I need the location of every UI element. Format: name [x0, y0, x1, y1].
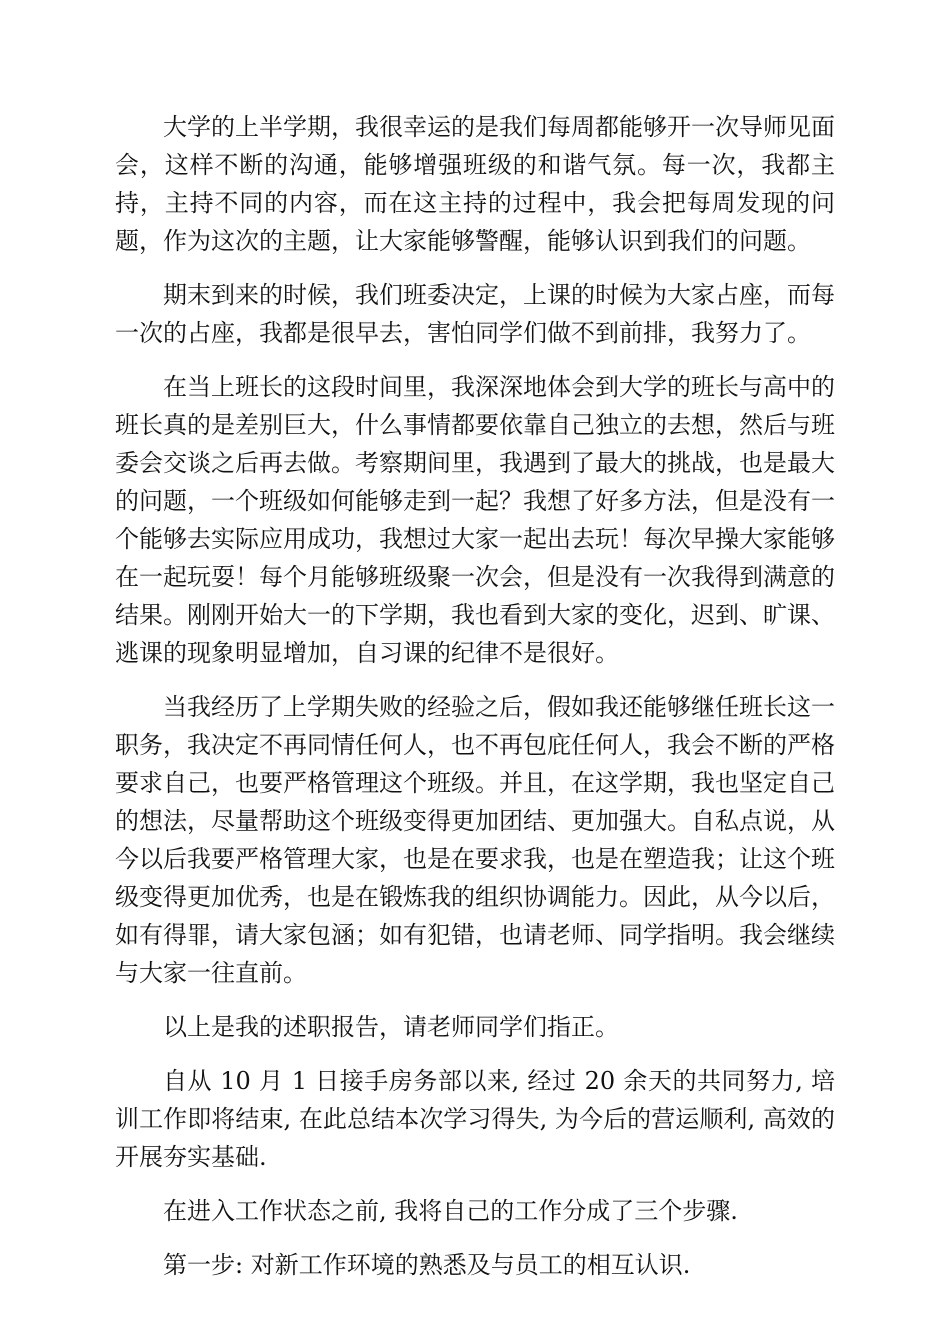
paragraph-6: 自从 10 月 1 日接手房务部以来, 经过 20 余天的共同努力, 培训工作即将结束, 在此总结本次学习得失, 为今后的营运顺利, 高效的开展夯实基础. — [115, 1067, 835, 1171]
paragraph-4: 当我经历了上学期失败的经验之后，假如我还能够继任班长这一职务，我决定不再同情任何人，也不再包庇任何人，我会不断的严格要求自己，也要严格管理这个班级。并且，在这学期，我也坚定自己的想法，尽量帮助这个班级变得更加团结、更加强大。自私点说，从今以后我要严格管理大家，也是在要求我，也是在塑造我；让这个班级变得更加优秀，也是在锻炼我的组织协调能力。因此，从今以后，如有得罪，请大家包涵；如有犯错，也请老师、同学指明。我会继续与大家一往直前。 — [115, 693, 835, 987]
paragraph-1: 大学的上半学期，我很幸运的是我们每周都能够开一次导师见面会，这样不断的沟通，能够增强班级的和谐气氛。每一次，我都主持，主持不同的内容，而在这主持的过程中，我会把每周发现的问题，作为这次的主题，让大家能够警醒，能够认识到我们的问题。 — [115, 113, 835, 255]
paragraph-5: 以上是我的述职报告，请老师同学们指正。 — [163, 1013, 619, 1041]
paragraph-7: 在进入工作状态之前, 我将自己的工作分成了三个步骤. — [163, 1197, 738, 1225]
document-body — [115, 108, 835, 1300]
paragraph-2: 期末到来的时候，我们班委决定，上课的时候为大家占座，而每一次的占座，我都是很早去，害怕同学们做不到前排，我努力了。 — [115, 281, 835, 347]
paragraph-3: 在当上班长的这段时间里，我深深地体会到大学的班长与高中的班长真的是差别巨大，什么事情都要依靠自己独立的去想，然后与班委会交谈之后再去做。考察期间里，我遇到了最大的挑战，也是最大的问题，一个班级如何能够走到一起？我想了好多方法，但是没有一个能够去实际应用成功，我想过大家一起出去玩！每次早操大家能够在一起玩耍！每个月能够班级聚一次会，但是没有一次我得到满意的结果。刚刚开始大一的下学期，我也看到大家的变化，迟到、旷课、逃课的现象明显增加，自习课的纪律不是很好。 — [115, 373, 835, 667]
paragraph-8: 第一步: 对新工作环境的熟悉及与员工的相互认识. — [163, 1251, 691, 1279]
